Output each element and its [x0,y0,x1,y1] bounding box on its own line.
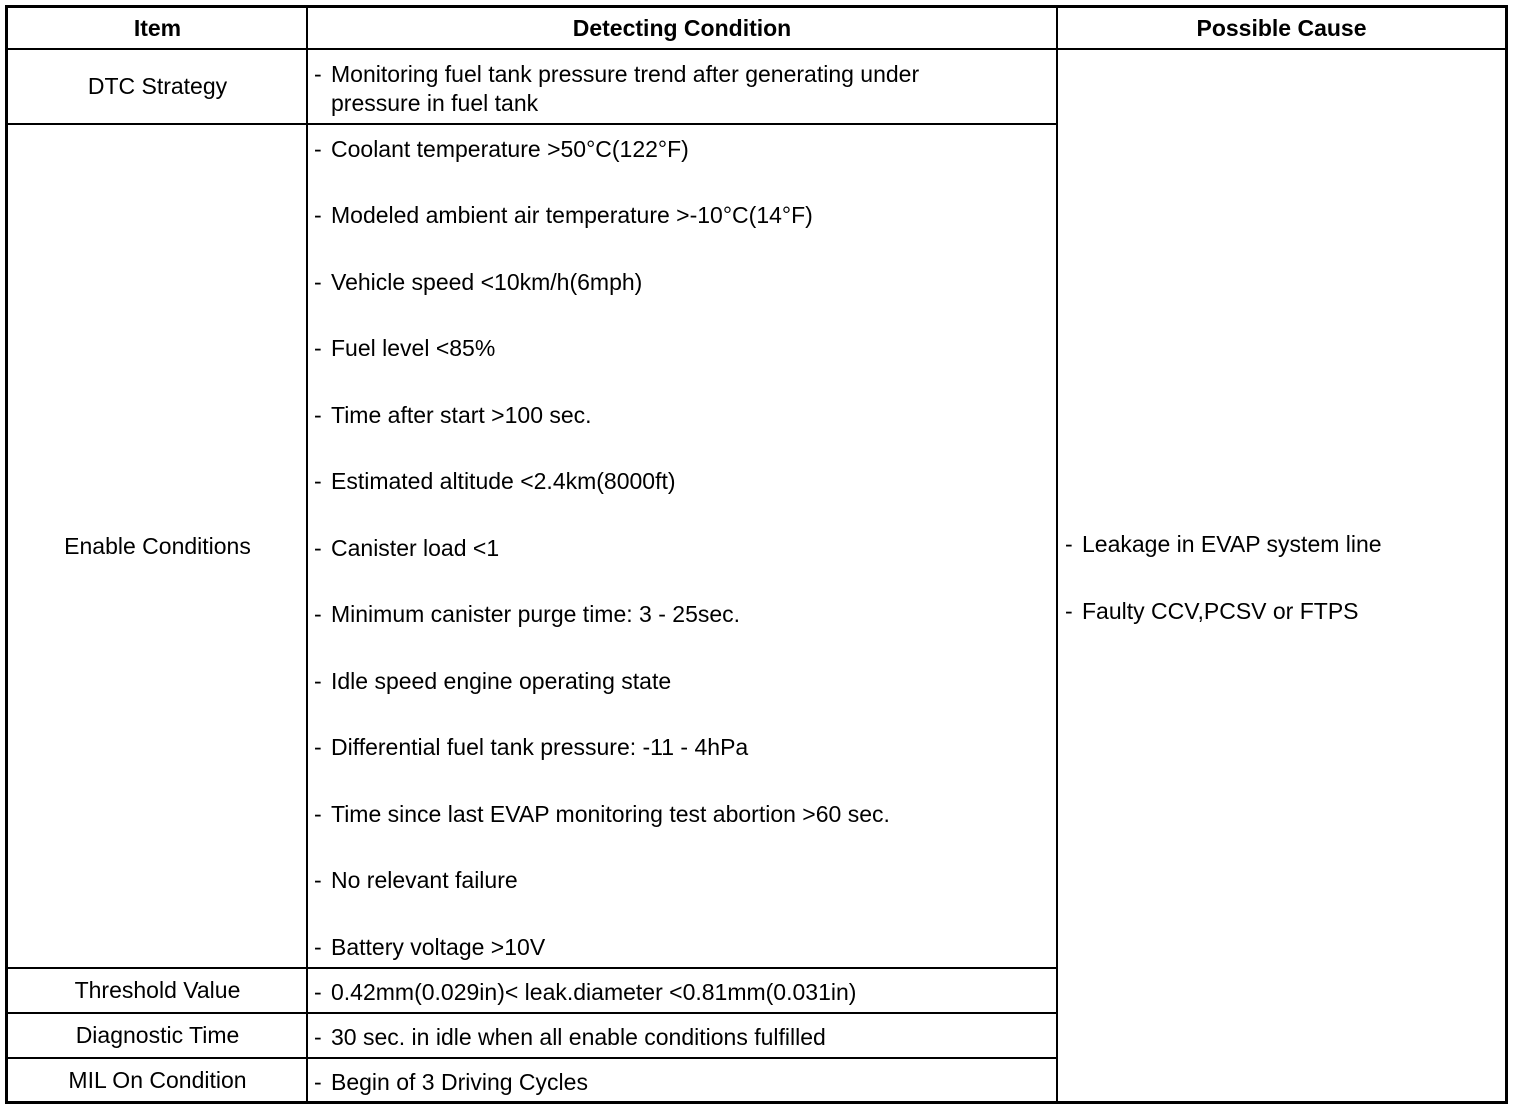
diagnostic-table [5,5,1508,1104]
bullet-dash: - [1065,598,1073,624]
condition-text: 30 sec. in idle when all enable conditions fulfilled [331,1024,826,1050]
condition-text: Vehicle speed <10km/h(6mph) [331,269,643,295]
condition-text: Time after start >100 sec. [331,402,592,428]
bullet-dash: - [314,934,322,960]
condition-text: Canister load <1 [331,535,500,561]
bullet-dash: - [314,468,322,494]
condition-text: Fuel level <85% [331,335,496,361]
bullet-dash: - [314,668,322,694]
bullet-dash: - [314,1024,322,1050]
bullet-dash: - [314,734,322,760]
condition-text: Estimated altitude <2.4km(8000ft) [331,468,676,494]
bullet-dash: - [314,136,322,162]
item-threshold-value: Threshold Value [74,977,241,1003]
condition-text: No relevant failure [331,867,518,893]
header-item: Item [133,14,182,41]
condition-text: Begin of 3 Driving Cycles [331,1069,588,1095]
item-enable-conditions: Enable Conditions [64,532,251,559]
condition-text: Idle speed engine operating state [331,668,672,694]
header-detecting-condition: Detecting Condition [572,14,792,41]
bullet-dash: - [314,269,322,295]
item-dtc-strategy: DTC Strategy [87,73,228,99]
condition-text: Modeled ambient air temperature >-10°C(14°F) [331,202,813,228]
condition-text: Monitoring fuel tank pressure trend after generating under [331,61,920,87]
bullet-dash: - [314,402,322,428]
bullet-dash: - [1065,531,1073,557]
condition-text: Differential fuel tank pressure: -11 - 4hPa [331,734,749,760]
bullet-dash: - [314,202,322,228]
column-divider-2 [1056,8,1058,1101]
bullet-dash: - [314,1069,322,1095]
condition-text: Time since last EVAP monitoring test abortion >60 sec. [331,801,890,827]
condition-text: Battery voltage >10V [331,934,546,960]
item-diagnostic-time: Diagnostic Time [75,1022,240,1048]
cause-text: Faulty CCV,PCSV or FTPS [1082,598,1359,624]
bullet-dash: - [314,61,322,87]
bullet-dash: - [314,867,322,893]
item-mil-on-condition: MIL On Condition [68,1066,247,1093]
bullet-dash: - [314,801,322,827]
condition-text: pressure in fuel tank [331,90,539,116]
condition-text: Coolant temperature >50°C(122°F) [331,136,689,162]
bullet-dash: - [314,979,322,1005]
bullet-dash: - [314,601,322,627]
cause-text: Leakage in EVAP system line [1082,531,1382,557]
condition-text: Minimum canister purge time: 3 - 25sec. [331,601,741,627]
bullet-dash: - [314,335,322,361]
condition-text: 0.42mm(0.029in)< leak.diameter <0.81mm(0.031in) [331,979,857,1005]
header-possible-cause: Possible Cause [1196,14,1367,41]
bullet-dash: - [314,535,322,561]
